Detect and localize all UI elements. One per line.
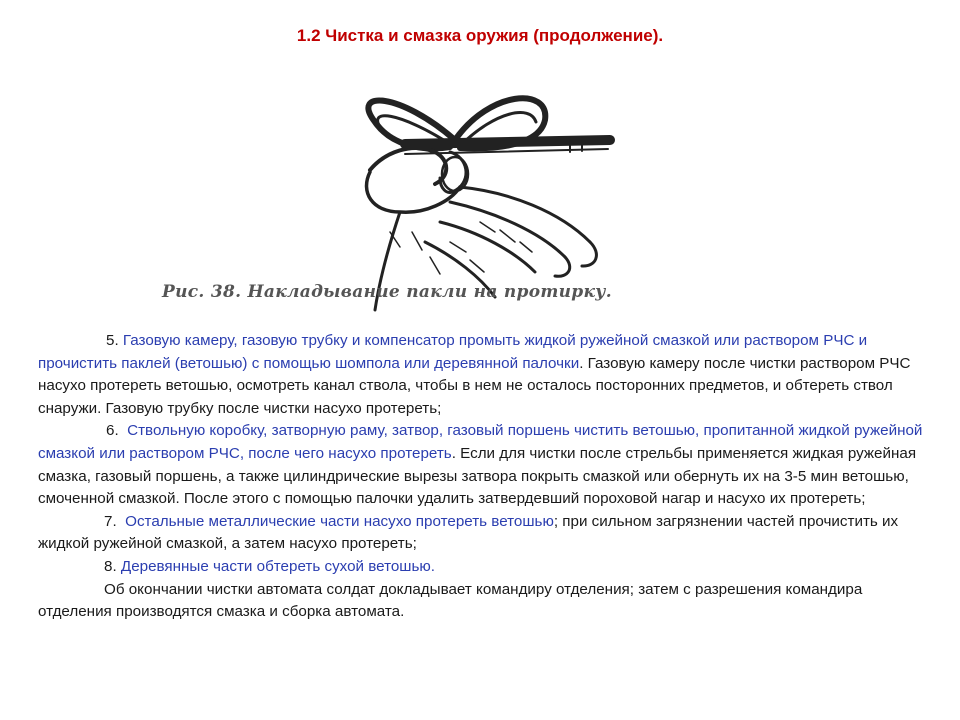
item-number: 8. [104, 557, 117, 575]
item-text: . Газовую камеру после чистки раствором РЧС насухо протереть ветошью, осмотреть канал ствола, чтобы в нем не осталось посторонних предметов, и обтереть ствол снаружи. Газовую трубку после чистки насухо протереть; [38, 354, 911, 417]
paragraph-item-5 [38, 330, 928, 420]
figure-illustration [150, 82, 630, 312]
item-highlight: Деревянные части обтереть сухой ветошью. [120, 557, 436, 575]
instructions-text [38, 330, 928, 624]
item-text: ; при сильном загрязнении частей прочистить их жидкой ружейной смазкой, а затем насухо протереть; [38, 512, 899, 553]
item-number: 6. [106, 422, 119, 440]
item-highlight: Газовую камеру, газовую трубку и компенсатор промыть жидкой ружейной смазкой или раствором РЧС и прочистить паклей (ветошью) с помощью шомпола или деревянной палочки [38, 332, 868, 372]
paragraph-item-8 [38, 556, 928, 579]
item-text: . Если для чистки после стрельбы применяется жидкая ружейная смазка, газовый поршень, а также цилиндрические вырезы затвора покрыть смазкой или обернуть их на 3-5 мин ветошью, смоченной смазкой. После этого с помощью палочки удалить затвердевший пороховой нагар и насухо их протереть; [38, 444, 917, 508]
hand-cleaning-rod-icon [150, 82, 630, 312]
item-highlight: Ствольную коробку, затворную раму, затвор, газовый поршень чистить ветошью, пропитанной жидкой ружейной смазкой или раствором РЧС, после чего насухо протереть [38, 422, 923, 462]
figure-caption: Рис. 38. Накладывание пакли на протирку. [162, 282, 612, 302]
slide-title: 1.2 Чистка и смазка оружия (продолжение). [296, 26, 664, 45]
item-highlight: Остальные металлические части насухо протереть ветошью [125, 512, 554, 530]
paragraph-item-6 [38, 420, 928, 510]
closing-paragraph: Об окончании чистки автомата солдат докладывает командиру отделения; затем с разрешения командира отделения производятся смазка и сборка автомата. [38, 580, 863, 621]
paragraph-item-7 [38, 511, 928, 556]
item-number: 5. [106, 332, 119, 349]
item-number: 7. [104, 512, 117, 530]
